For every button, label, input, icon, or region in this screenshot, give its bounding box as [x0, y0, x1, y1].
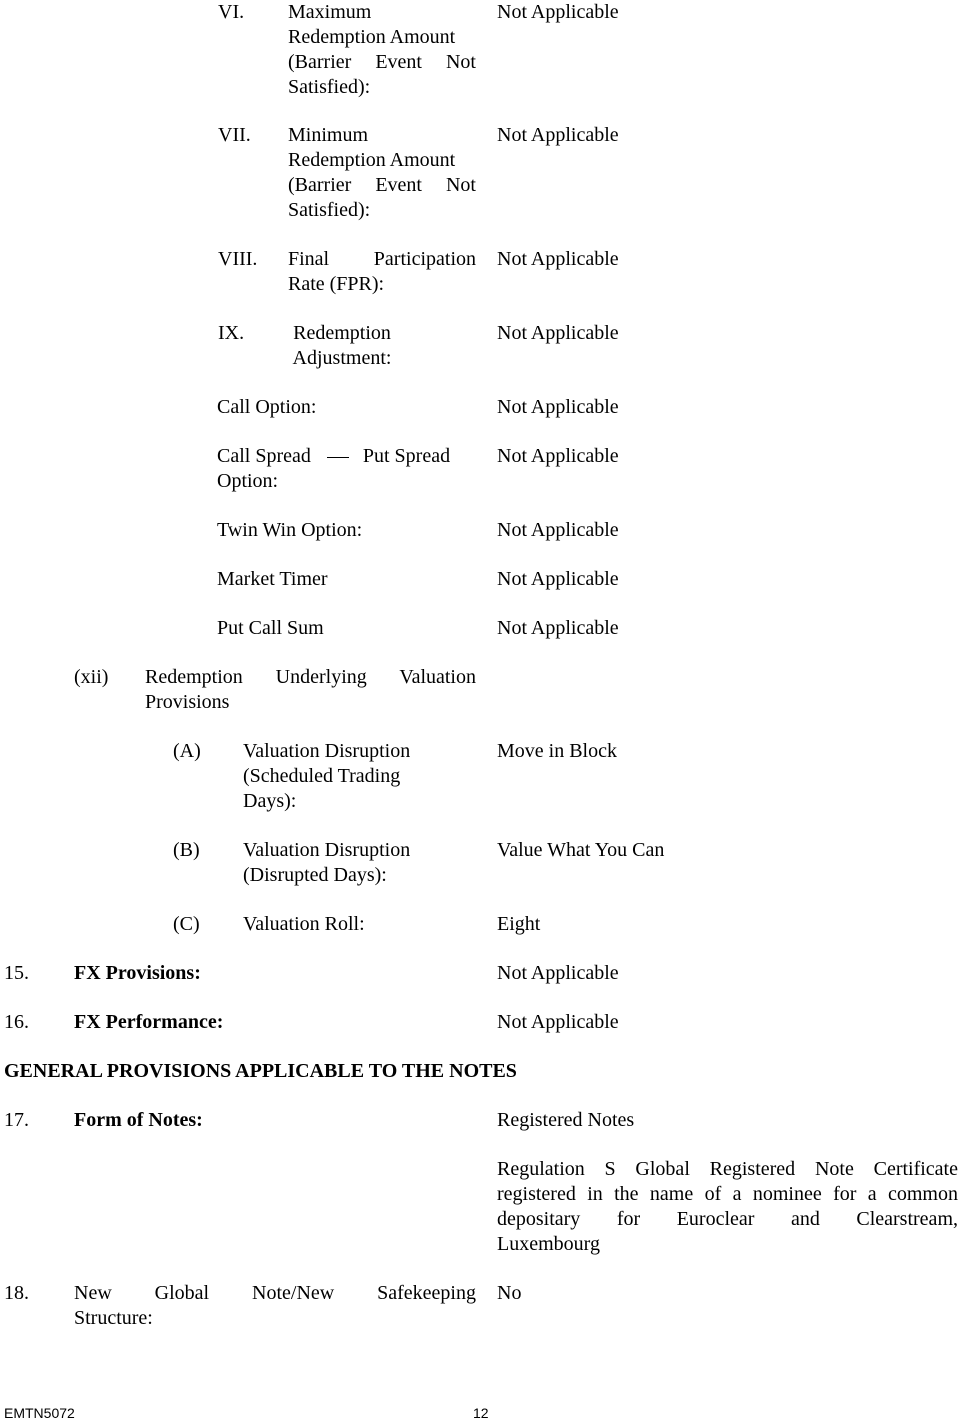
- item-a-label-line3: Days):: [243, 790, 297, 812]
- row-vii-label-line3: (Barrier Event Not: [288, 174, 476, 196]
- item-c-value: Eight: [497, 913, 541, 935]
- row-vi-number: VI.: [218, 1, 245, 23]
- item-b-label-line1: Valuation Disruption: [243, 839, 411, 861]
- general-provisions-heading: GENERAL PROVISIONS APPLICABLE TO THE NOTES: [4, 1060, 517, 1082]
- regulation-text-line3: depositary for Euroclear and Clearstream,: [497, 1208, 958, 1230]
- row-vii-number: VII.: [218, 124, 251, 146]
- twin-win-option-value: Not Applicable: [497, 519, 619, 541]
- item-b-number: (B): [173, 839, 200, 861]
- row-ix-value: Not Applicable: [497, 322, 619, 344]
- put-spread-text: Put Spread: [362, 445, 451, 467]
- call-spread-text: Call Spread: [217, 445, 311, 467]
- row-viii-number: VIII.: [218, 248, 258, 270]
- call-spread-put-spread-value: Not Applicable: [497, 445, 619, 467]
- row-vii-label-line1: Minimum: [288, 124, 369, 146]
- item-a-label-line2: (Scheduled Trading: [243, 765, 401, 787]
- row-vi-label-line3: (Barrier Event Not: [288, 51, 476, 73]
- item-15-number: 15.: [4, 962, 29, 984]
- section-xii-title-line2: Provisions: [145, 691, 230, 713]
- call-option-value: Not Applicable: [497, 396, 619, 418]
- footer-page-number: 12: [473, 1405, 489, 1421]
- row-vii-label-line2: Redemption Amount: [288, 149, 456, 171]
- footer-doc-id: EMTN5072: [4, 1405, 75, 1421]
- row-vi-label-line4: Satisfied):: [288, 76, 371, 98]
- market-timer-value: Not Applicable: [497, 568, 619, 590]
- row-viii-label-line1: Final Participation: [288, 248, 476, 270]
- call-spread-put-spread-label: [217, 444, 450, 469]
- dash-separator: [327, 457, 349, 458]
- row-vii-label-line4: Satisfied):: [288, 199, 371, 221]
- item-a-value: Move in Block: [497, 740, 617, 762]
- row-ix-label-line2: Adjustment:: [292, 347, 392, 369]
- item-c-label: Valuation Roll:: [243, 913, 365, 935]
- item-18-value: No: [497, 1282, 522, 1304]
- put-call-sum-value: Not Applicable: [497, 617, 619, 639]
- item-18-number: 18.: [4, 1282, 29, 1304]
- regulation-text-line1: Regulation S Global Registered Note Certificate: [497, 1158, 958, 1180]
- row-vii-value: Not Applicable: [497, 124, 619, 146]
- item-17-number: 17.: [4, 1109, 29, 1131]
- row-vi-value: Not Applicable: [497, 1, 619, 23]
- item-a-number: (A): [173, 740, 201, 762]
- section-xii-number: (xii): [74, 666, 109, 688]
- row-ix-label-line1: Redemption: [293, 322, 391, 344]
- regulation-text-line2: registered in the name of a nominee for a common: [497, 1183, 958, 1205]
- item-b-label-line2: (Disrupted Days):: [243, 864, 387, 886]
- row-ix-number: IX.: [218, 322, 245, 344]
- item-16-label: FX Performance:: [74, 1011, 224, 1033]
- put-call-sum-label: Put Call Sum: [217, 617, 324, 639]
- market-timer-label: Market Timer: [217, 568, 328, 590]
- item-c-number: (C): [173, 913, 200, 935]
- item-17-value: Registered Notes: [497, 1109, 635, 1131]
- call-option-label: Call Option:: [217, 396, 317, 418]
- item-16-value: Not Applicable: [497, 1011, 619, 1033]
- row-vi-label-line1: Maximum: [288, 1, 372, 23]
- regulation-text-line4: Luxembourg: [497, 1233, 600, 1255]
- item-15-value: Not Applicable: [497, 962, 619, 984]
- twin-win-option-label: Twin Win Option:: [217, 519, 363, 541]
- call-spread-put-spread-label-line2: Option:: [217, 470, 279, 492]
- section-xii-title-line1: Redemption Underlying Valuation: [145, 666, 476, 688]
- item-17-label: Form of Notes:: [74, 1109, 203, 1131]
- row-viii-label-line2: Rate (FPR):: [288, 273, 385, 295]
- row-vi-label-line2: Redemption Amount: [288, 26, 456, 48]
- item-a-label-line1: Valuation Disruption: [243, 740, 411, 762]
- item-16-number: 16.: [4, 1011, 29, 1033]
- item-18-label-line1: New Global Note/New Safekeeping: [74, 1282, 476, 1304]
- item-b-value: Value What You Can: [497, 839, 665, 861]
- item-15-label: FX Provisions:: [74, 962, 201, 984]
- item-18-label-line2: Structure:: [74, 1307, 153, 1329]
- row-viii-value: Not Applicable: [497, 248, 619, 270]
